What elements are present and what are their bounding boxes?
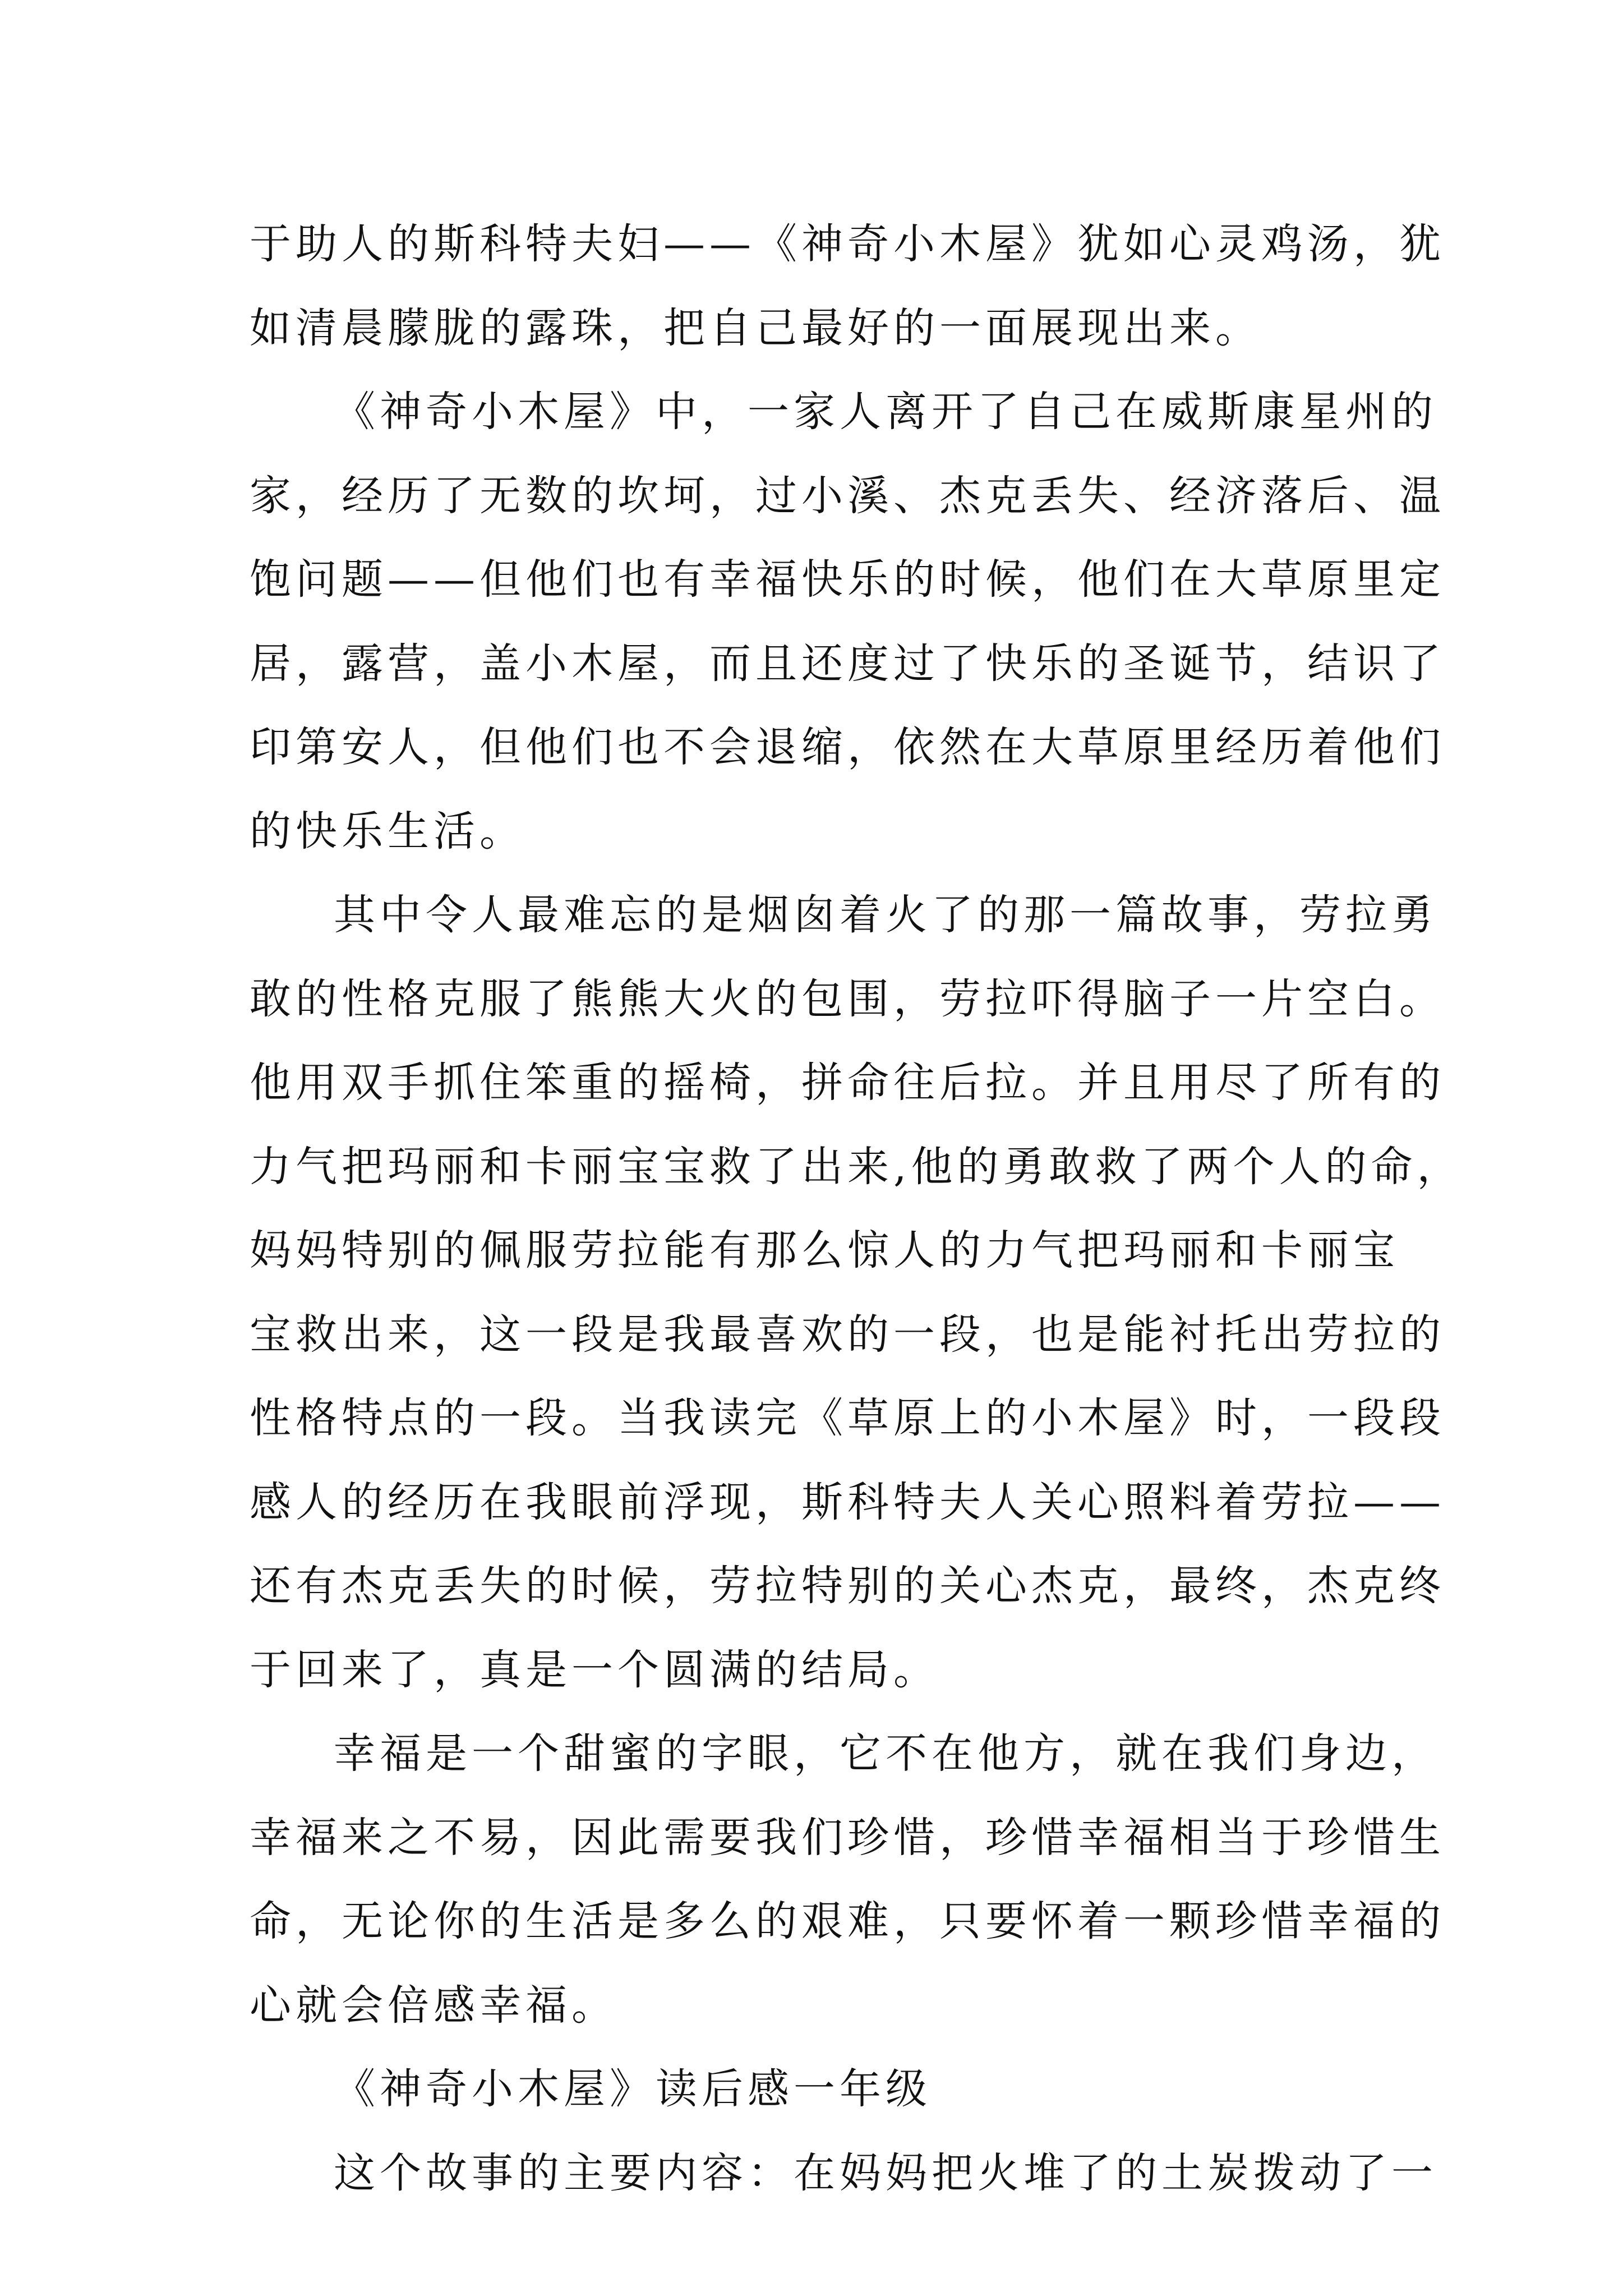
text-line: 还有杰克丢失的时候，劳拉特别的关心杰克，最终，杰克终: [250, 1562, 1445, 1610]
text-line: 妈妈特别的佩服劳拉能有那么惊人的力气把玛丽和卡丽宝: [250, 1226, 1399, 1274]
section-heading: 《神奇小木屋》读后感一年级: [334, 2065, 932, 2113]
text-line: 幸福是一个甜蜜的字眼，它不在他方，就在我们身边，: [334, 1729, 1437, 1778]
text-line: 命，无论你的生活是多么的艰难，只要怀着一颗珍惜幸福的: [250, 1897, 1445, 1945]
text-line: 性格特点的一段。当我读完《草原上的小木屋》时，一段段: [250, 1394, 1445, 1442]
text-line: 于回来了，真是一个圆满的结局。: [250, 1646, 939, 1694]
text-line: 宝救出来，这一段是我最喜欢的一段，也是能衬托出劳拉的: [250, 1310, 1445, 1359]
text-line: 幸福来之不易，因此需要我们珍惜，珍惜幸福相当于珍惜生: [250, 1814, 1445, 1862]
text-line: 其中令人最难忘的是烟囱着火了的那一篇故事，劳拉勇: [334, 891, 1437, 939]
text-line: 饱问题——但他们也有幸福快乐的时候，他们在大草原里定: [250, 555, 1445, 604]
text-line: 的快乐生活。: [250, 807, 525, 855]
text-line: 居，露营，盖小木屋，而且还度过了快乐的圣诞节，结识了: [250, 639, 1445, 688]
text-line: 感人的经历在我眼前浮现，斯科特夫人关心照料着劳拉——: [250, 1478, 1445, 1526]
text-line: 家，经历了无数的坎坷，过小溪、杰克丢失、经济落后、温: [250, 472, 1445, 520]
text-line: 于助人的斯科特夫妇——《神奇小木屋》犹如心灵鸡汤，犹: [250, 220, 1445, 268]
text-line: 他用双手抓住笨重的摇椅，拼命往后拉。并且用尽了所有的: [250, 1059, 1445, 1107]
text-line: 敢的性格克服了熊熊大火的包围，劳拉吓得脑子一片空白。: [250, 975, 1445, 1023]
text-line: 《神奇小木屋》中，一家人离开了自己在威斯康星州的: [334, 388, 1437, 436]
text-line: 心就会倍感幸福。: [250, 1981, 617, 2030]
text-line: 如清晨朦胧的露珠，把自己最好的一面展现出来。: [250, 304, 1261, 352]
text-line: 印第安人，但他们也不会退缩，依然在大草原里经历着他们: [250, 723, 1445, 771]
text-line: 这个故事的主要内容：在妈妈把火堆了的土炭拨动了一: [334, 2149, 1437, 2197]
text-line: 力气把玛丽和卡丽宝宝救了出来,他的勇敢救了两个人的命，: [250, 1143, 1463, 1191]
